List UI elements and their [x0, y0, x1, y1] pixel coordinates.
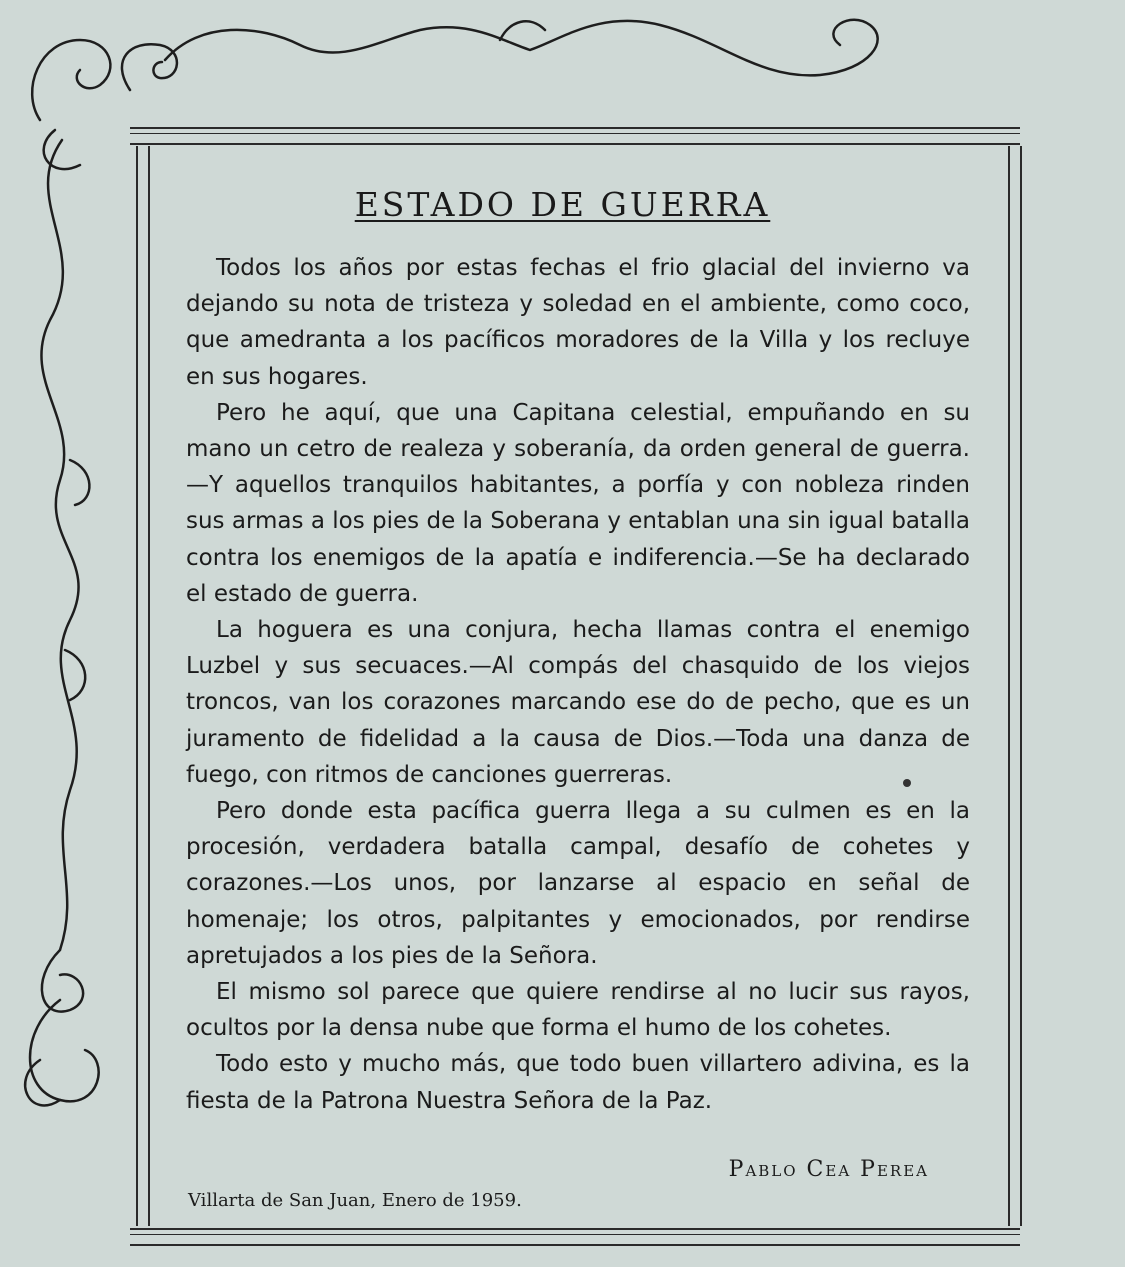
ink-speck — [903, 779, 911, 787]
paragraph: Todo esto y mucho más, que todo buen villartero adivina, es la fiesta de la Patrona Nuestra Señora de la Paz. — [186, 1051, 970, 1114]
paragraph: El mismo sol parece que quiere rendirse al no lucir sus rayos, ocultos por la densa nube que forma el humo de los cohetes. — [186, 979, 970, 1042]
frame-bottom-rule — [130, 1228, 1020, 1246]
frame-left-rule — [136, 146, 150, 1226]
article-body — [186, 250, 970, 1119]
dateline: Villarta de San Juan, Enero de 1959. — [188, 1190, 522, 1211]
frame-top-rule — [130, 127, 1020, 145]
page-title-text: ESTADO DE GUERRA — [354, 185, 771, 224]
page-title — [0, 185, 1125, 224]
frame-right-rule — [1008, 146, 1022, 1226]
author-signature: Pablo Cea Perea — [728, 1157, 929, 1182]
paragraph: Todos los años por estas fechas el frio glacial del invierno va dejando su nota de tristeza y soledad en el ambiente, como coco, que amedranta a los pacíficos moradores de la Villa y los recluye en sus hogares. — [186, 255, 970, 390]
paragraph: Pero he aquí, que una Capitana celestial, empuñando en su mano un cetro de realeza y soberanía, da orden general de guerra.—Y aquellos tranquilos habitantes, a porfía y con nobleza rinden sus armas a los pies de la Soberana y entablan una sin igual batalla contra los enemigos de la apatía e indiferencia.—Se ha declarado el estado de guerra. — [186, 399, 970, 607]
paragraph: La hoguera es una conjura, hecha llamas contra el enemigo Luzbel y sus secuaces.—Al compás del chasquido de los viejos troncos, van los corazones marcando ese do de pecho, que es un juramento de fidelidad a la causa de Dios.—Toda una danza de fuego, con ritmos de canciones guerreras. — [186, 617, 970, 788]
paragraph: Pero donde esta pacífica guerra llega a su culmen es en la procesión, verdadera batalla campal, desafío de cohetes y corazones.—Los unos, por lanzarse al espacio en señal de homenaje; los otros, palpitantes y emocionados, por rendirse apretujados a los pies de la Señora. — [186, 798, 970, 969]
